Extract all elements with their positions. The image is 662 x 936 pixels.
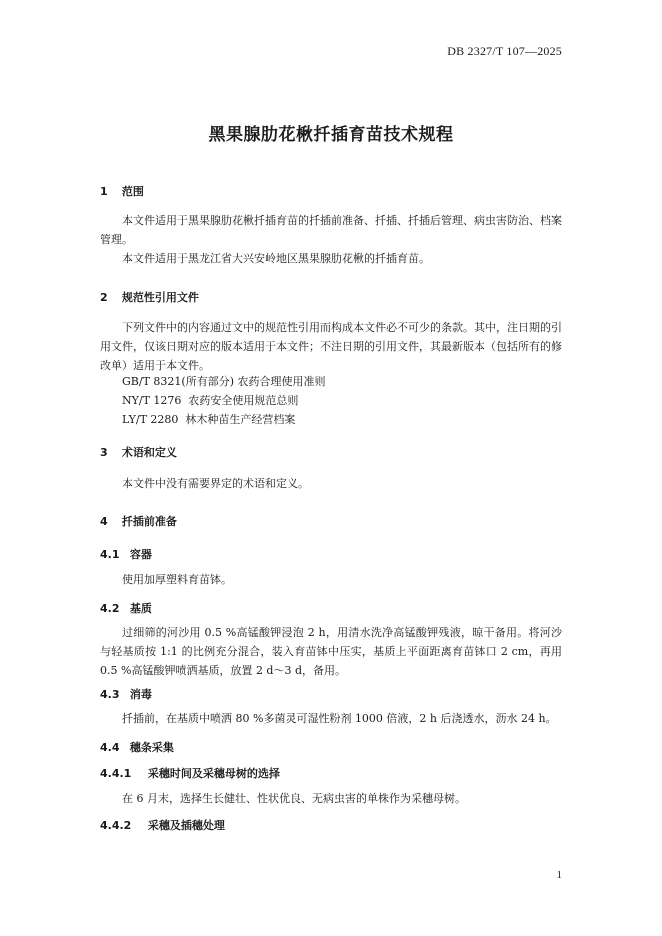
paragraph-refs-intro: 下列文件中的内容通过文中的规范性引用而构成本文件必不可少的条款。其中，注日期的引用文件，仅该日期对应的版本适用于本文件；不注日期的引用文件，其最新版本（包括所有的修改单）适用于本文件。 [100,321,562,372]
section-number: 4.4 [100,741,120,754]
section-title: 消毒 [129,688,152,701]
section-heading-4-4-2 [100,817,225,833]
section-number: 4.4.2 [100,819,132,832]
paragraph-mother-tree: 在 6 月末，选择生长健壮、性状优良、无病虫害的单株作为采穗母树。 [122,792,466,805]
section-number: 4.4.1 [100,767,132,780]
standard-code: DB 2327/T 107—2025 [447,44,562,58]
section-heading-4 [100,513,177,529]
section-heading-1 [100,183,144,199]
section-title: 基质 [129,602,152,615]
section-heading-4-2 [100,600,152,616]
section-heading-4-4 [100,739,174,755]
reference-item: LY/T 2280 林木种苗生产经营档案 [122,413,296,426]
reference-item: NY/T 1276 农药安全使用规范总则 [122,394,299,407]
section-title: 穗条采集 [129,741,174,754]
section-title: 术语和定义 [121,446,177,459]
section-title: 范围 [121,185,144,198]
section-heading-4-4-1 [100,765,280,781]
section-number: 3 [100,446,108,459]
paragraph-scope-1: 本文件适用于黑果腺肋花楸扦插育苗的扦插前准备、扦插、扦插后管理、病虫害防治、档案管理。 [100,214,562,246]
section-number: 4.1 [100,548,120,561]
paragraph-substrate: 过细筛的河沙用 0.5 %高锰酸钾浸泡 2 h，用清水洗净高锰酸钾残液，晾干备用。将河沙与轻基质按 1:1 的比例充分混合，装入育苗钵中压实，基质上平面距离育苗钵口 2 cm，再用 0.5 %高锰酸钾喷洒基质，放置 2 d～3 d，备用。 [100,626,562,677]
section-title: 扦插前准备 [121,515,177,528]
paragraph-terms: 本文件中没有需要界定的术语和定义。 [122,477,309,490]
section-title: 规范性引用文件 [121,291,199,304]
section-number: 2 [100,291,108,304]
section-heading-2 [100,289,199,305]
paragraph-container: 使用加厚塑料育苗钵。 [122,573,232,586]
section-number: 4.2 [100,602,120,615]
section-number: 4 [100,515,108,528]
section-heading-3 [100,444,177,460]
section-title: 容器 [129,548,152,561]
paragraph-scope-2: 本文件适用于黑龙江省大兴安岭地区黑果腺肋花楸的扦插育苗。 [122,252,430,265]
section-number: 1 [100,185,108,198]
reference-item: GB/T 8321(所有部分) 农药合理使用准则 [122,375,326,388]
section-heading-4-1 [100,546,152,562]
page-title: 黑果腺肋花楸扦插育苗技术规程 [208,125,454,145]
page-number: 1 [556,869,562,881]
section-heading-4-3 [100,686,152,702]
section-title: 采穗及插穗处理 [147,819,225,832]
paragraph-disinfect: 扦插前，在基质中喷洒 80 %多菌灵可湿性粉剂 1000 倍液，2 h 后浇透水，沥水 24 h。 [122,712,557,725]
section-title: 采穗时间及采穗母树的选择 [147,767,280,780]
section-number: 4.3 [100,688,120,701]
